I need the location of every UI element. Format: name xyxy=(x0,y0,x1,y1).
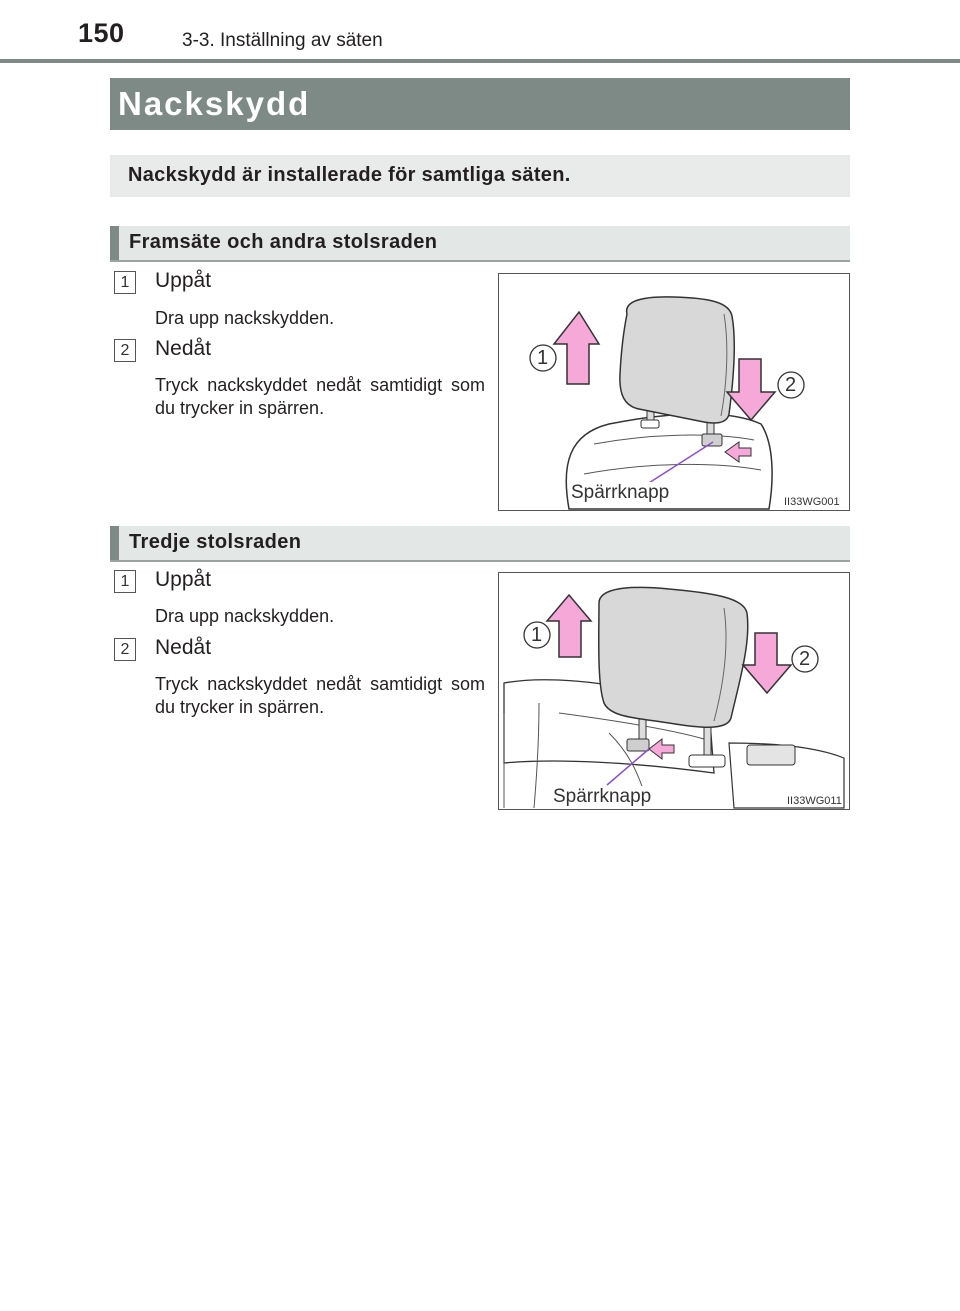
heading-accent-bar xyxy=(110,526,119,560)
page-title-bar xyxy=(110,78,850,130)
item-description: Tryck nackskyddet nedåt samtidigt som du trycker in spärren. xyxy=(155,375,485,418)
page-title: Nackskydd xyxy=(118,85,311,122)
intro-box xyxy=(110,155,850,197)
header-divider xyxy=(0,59,960,63)
item-number-badge: 1 xyxy=(114,570,136,593)
section-heading-front xyxy=(110,226,850,262)
item-title: Nedåt xyxy=(155,337,212,360)
lock-button-label: Spärrknapp xyxy=(553,786,652,807)
marker-1: 1 xyxy=(531,624,543,646)
chapter-title: 3-3. Inställning av säten xyxy=(182,30,383,51)
heading-accent-bar xyxy=(110,226,119,260)
up-arrow-icon xyxy=(547,595,591,657)
item-number-badge: 2 xyxy=(114,339,136,362)
headrest-figure-front xyxy=(498,273,850,511)
headrest-figure-third-row xyxy=(498,572,850,810)
page-header xyxy=(0,0,960,64)
item-description: Tryck nackskyddet nedåt samtidigt som du trycker in spärren. xyxy=(155,674,485,717)
figure-code: II33WG001 xyxy=(784,496,840,508)
marker-2: 2 xyxy=(799,648,811,670)
down-arrow-icon xyxy=(743,633,791,693)
item-title: Uppåt xyxy=(155,568,212,591)
section-heading-label: Tredje stolsraden xyxy=(129,531,302,553)
lock-button-label: Spärrknapp xyxy=(571,482,670,503)
item-description: Dra upp nackskydden. xyxy=(155,606,335,626)
page-number: 150 xyxy=(78,18,125,48)
marker-2: 2 xyxy=(785,374,797,396)
item-title: Uppåt xyxy=(155,269,212,292)
item-description: Dra upp nackskydden. xyxy=(155,308,335,328)
section-heading-third-row xyxy=(110,526,850,562)
section-heading-label: Framsäte och andra stolsraden xyxy=(129,231,438,253)
figure-code: II33WG011 xyxy=(787,795,842,807)
intro-text: Nackskydd är installerade för samtliga säten. xyxy=(128,164,571,186)
headrest-illustration xyxy=(499,573,849,809)
item-number-badge: 2 xyxy=(114,638,136,661)
up-arrow-icon xyxy=(554,312,599,384)
marker-1: 1 xyxy=(537,347,549,369)
item-title: Nedåt xyxy=(155,636,212,659)
item-number-badge: 1 xyxy=(114,271,136,294)
